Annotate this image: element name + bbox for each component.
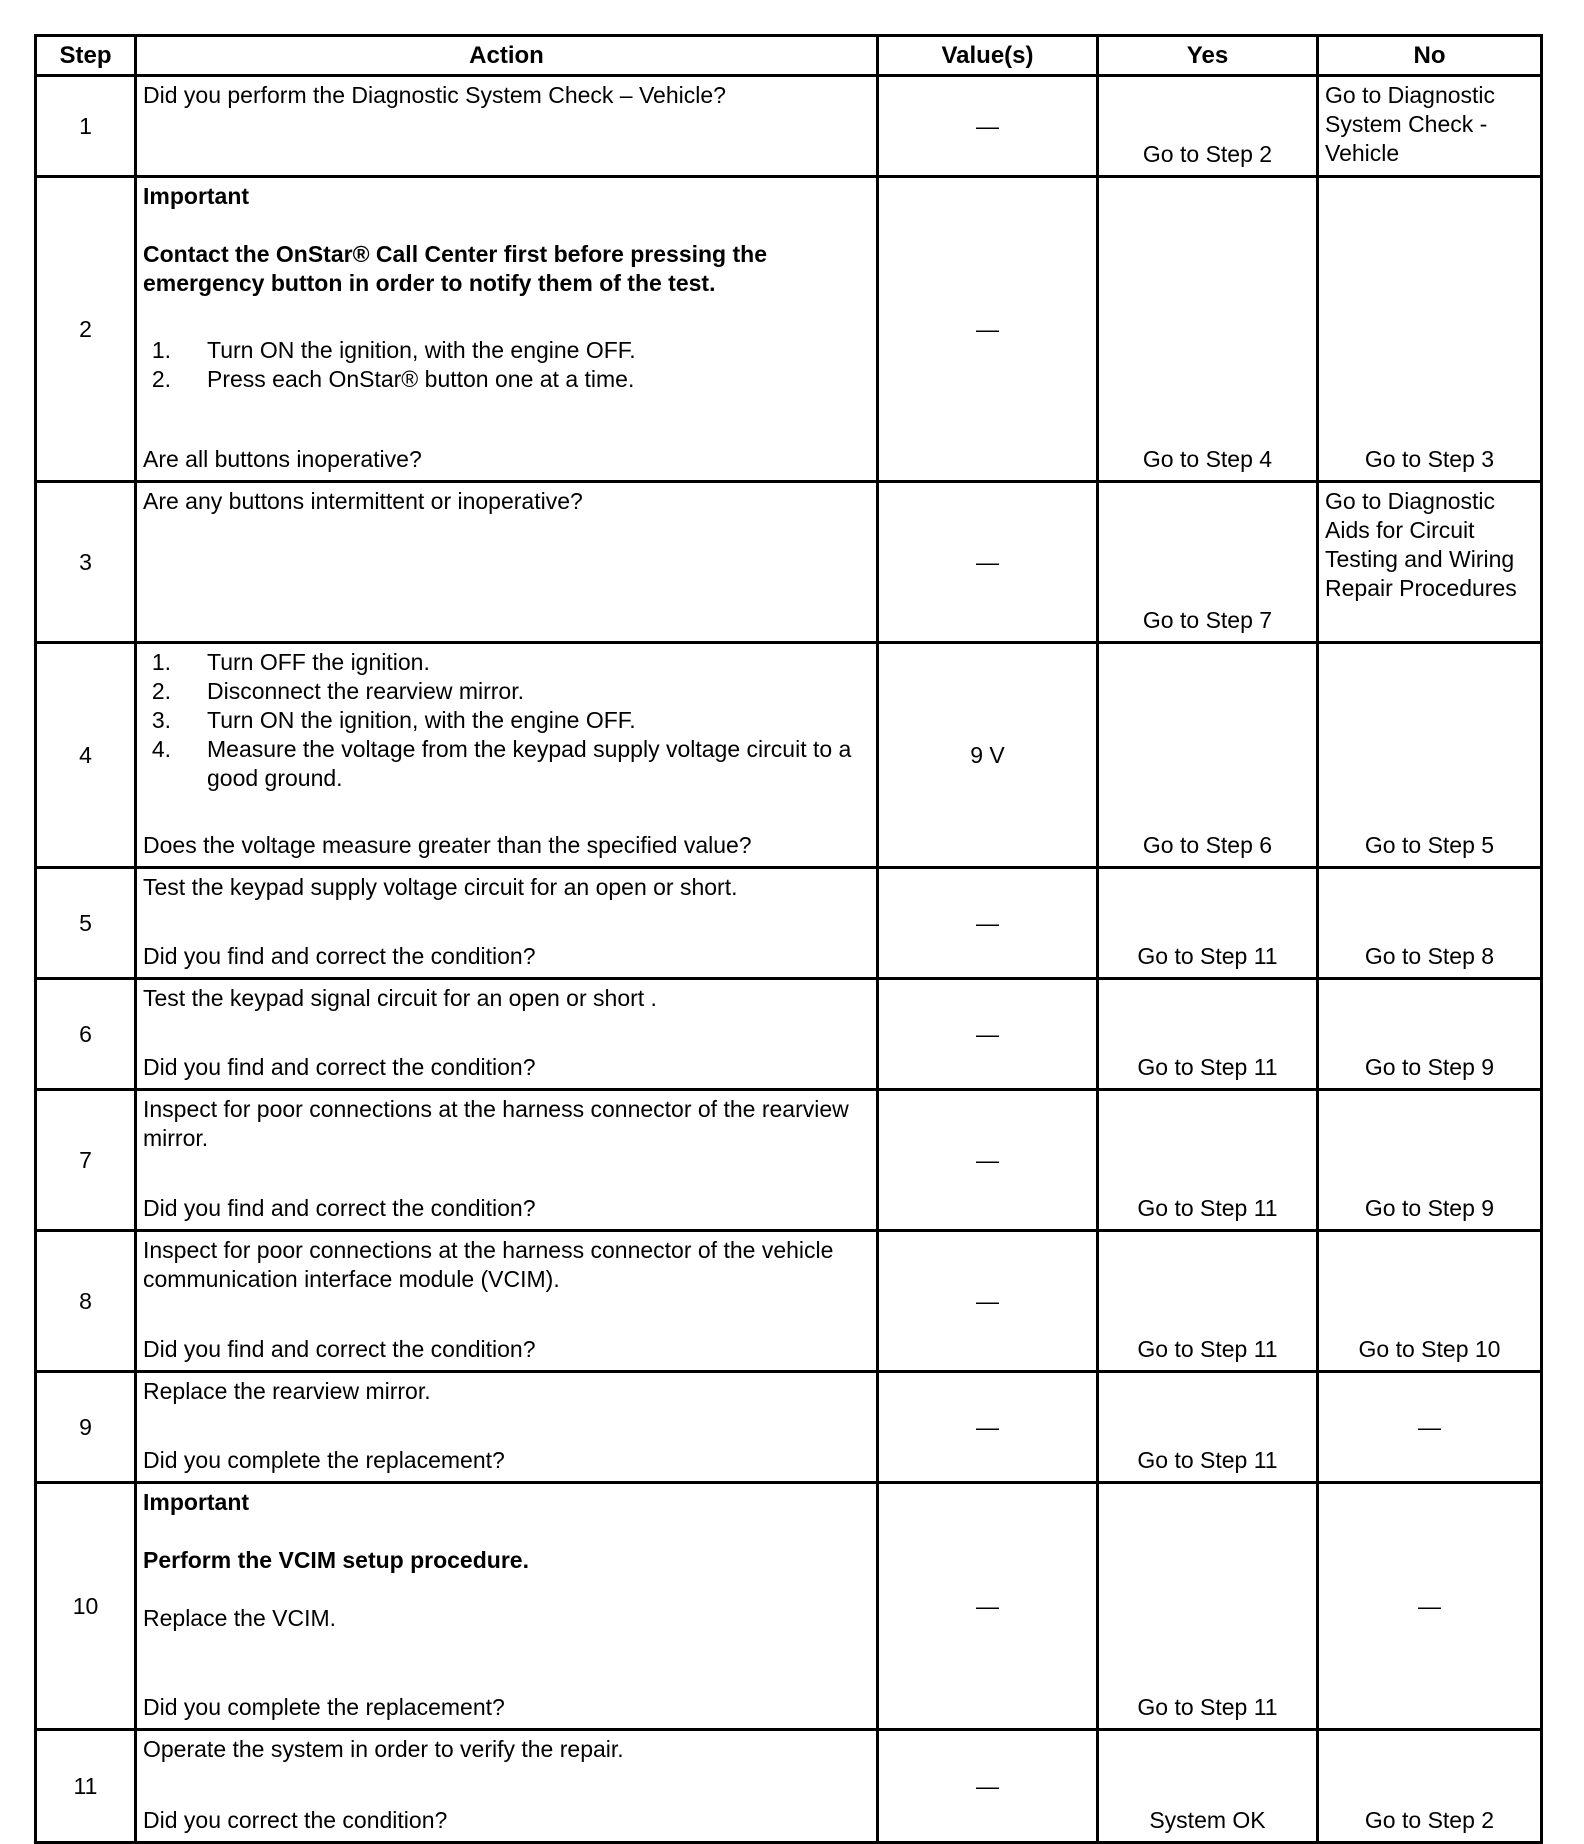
header-yes: Yes [1098, 36, 1318, 76]
yes-cell: Go to Step 7 [1098, 482, 1318, 643]
header-step: Step [36, 36, 136, 76]
no-cell: Go to Diagnostic Aids for Circuit Testing and Wiring Repair Procedures [1318, 482, 1542, 643]
header-values: Value(s) [878, 36, 1098, 76]
question-text: Did you correct the condition? [143, 1807, 448, 1833]
yes-cell: System OK [1098, 1730, 1318, 1843]
table-row [36, 643, 1542, 868]
step-number: 2 [36, 177, 136, 482]
table-row [36, 76, 1542, 177]
step-number: 9 [36, 1372, 136, 1483]
action-cell [136, 1090, 878, 1231]
table-row [36, 1090, 1542, 1231]
no-cell: Go to Step 5 [1318, 643, 1542, 868]
step-number: 1 [36, 76, 136, 177]
diagnostic-table [34, 34, 1543, 1844]
yes-cell: Go to Step 11 [1098, 1231, 1318, 1372]
list-item: 2. Disconnect the rearview mirror. [151, 678, 524, 704]
list-item: 1. Turn OFF the ignition. [151, 649, 430, 675]
instruction-text: Inspect for poor connections at the harness connector of the rearview mirror. [143, 1096, 849, 1151]
no-cell: Go to Step 9 [1318, 1090, 1542, 1231]
question-text: Did you find and correct the condition? [143, 1336, 536, 1362]
instruction-text: Replace the rearview mirror. [143, 1378, 431, 1404]
yes-cell: Go to Step 2 [1098, 76, 1318, 177]
no-cell: Go to Step 3 [1318, 177, 1542, 482]
action-cell [136, 979, 878, 1090]
step-number: 8 [36, 1231, 136, 1372]
step-number: 10 [36, 1483, 136, 1730]
yes-cell: Go to Step 11 [1098, 868, 1318, 979]
table-row [36, 482, 1542, 643]
instruction-text: Replace the VCIM. [143, 1605, 337, 1631]
yes-cell: Go to Step 11 [1098, 1372, 1318, 1483]
value-cell: — [878, 1231, 1098, 1372]
step-number: 4 [36, 643, 136, 868]
question-text: Did you complete the replacement? [143, 1694, 505, 1720]
action-text: Did you perform the Diagnostic System Check – Vehicle? [143, 82, 726, 108]
action-cell [136, 482, 878, 643]
action-cell [136, 643, 878, 868]
no-cell: Go to Step 2 [1318, 1730, 1542, 1843]
action-cell [136, 76, 878, 177]
value-cell: — [878, 482, 1098, 643]
yes-cell: Go to Step 11 [1098, 979, 1318, 1090]
question-text: Did you find and correct the condition? [143, 1195, 536, 1221]
action-cell [136, 1730, 878, 1843]
list-item: 3. Turn ON the ignition, with the engine OFF. [151, 707, 636, 733]
step-number: 6 [36, 979, 136, 1090]
header-no: No [1318, 36, 1542, 76]
no-cell: Go to Step 9 [1318, 979, 1542, 1090]
important-note: Contact the OnStar® Call Center first before pressing the emergency button in order to notify them of the test. [143, 241, 767, 296]
procedure-list [143, 648, 870, 793]
yes-cell: Go to Step 6 [1098, 643, 1318, 868]
table-row [36, 177, 1542, 482]
table-row [36, 1372, 1542, 1483]
question-text: Did you find and correct the condition? [143, 943, 536, 969]
header-action: Action [136, 36, 878, 76]
table-row [36, 1730, 1542, 1843]
yes-cell: Go to Step 4 [1098, 177, 1318, 482]
important-label: Important [143, 183, 250, 209]
question-text: Are all buttons inoperative? [143, 446, 422, 472]
question-text: Are any buttons intermittent or inoperative? [143, 488, 583, 514]
value-cell: — [878, 1730, 1098, 1843]
action-cell [136, 177, 878, 482]
table-row [36, 1231, 1542, 1372]
no-cell: — [1318, 1372, 1542, 1483]
step-number: 3 [36, 482, 136, 643]
header-row [36, 36, 1542, 76]
important-note: Perform the VCIM setup procedure. [143, 1547, 529, 1573]
yes-cell: Go to Step 11 [1098, 1090, 1318, 1231]
procedure-list [143, 336, 870, 394]
value-cell: — [878, 979, 1098, 1090]
important-label: Important [143, 1489, 250, 1515]
list-item: 1. Turn ON the ignition, with the engine OFF. [151, 337, 636, 363]
step-number: 11 [36, 1730, 136, 1843]
instruction-text: Test the keypad supply voltage circuit for an open or short. [143, 874, 738, 900]
value-cell: — [878, 1372, 1098, 1483]
value-cell: — [878, 1090, 1098, 1231]
action-cell [136, 1483, 878, 1730]
value-cell: — [878, 868, 1098, 979]
action-cell [136, 1231, 878, 1372]
no-cell: — [1318, 1483, 1542, 1730]
instruction-text: Test the keypad signal circuit for an open or short . [143, 985, 657, 1011]
list-item: 2. Press each OnStar® button one at a time. [151, 366, 635, 392]
question-text: Did you find and correct the condition? [143, 1054, 536, 1080]
instruction-text: Inspect for poor connections at the harness connector of the vehicle communication interface module (VCIM). [143, 1237, 834, 1292]
table-row [36, 979, 1542, 1090]
instruction-text: Operate the system in order to verify the repair. [143, 1736, 624, 1762]
action-cell [136, 1372, 878, 1483]
question-text: Does the voltage measure greater than the specified value? [143, 832, 752, 858]
value-cell: — [878, 1483, 1098, 1730]
table-row [36, 868, 1542, 979]
step-number: 5 [36, 868, 136, 979]
no-cell: Go to Step 10 [1318, 1231, 1542, 1372]
value-cell: 9 V [878, 643, 1098, 868]
no-cell: Go to Step 8 [1318, 868, 1542, 979]
value-cell: — [878, 177, 1098, 482]
no-cell: Go to Diagnostic System Check - Vehicle [1318, 76, 1542, 177]
action-cell [136, 868, 878, 979]
table-row [36, 1483, 1542, 1730]
list-item: 4. Measure the voltage from the keypad supply voltage circuit to a good ground. [151, 736, 852, 791]
step-number: 7 [36, 1090, 136, 1231]
question-text: Did you complete the replacement? [143, 1447, 505, 1473]
value-cell: — [878, 76, 1098, 177]
yes-cell: Go to Step 11 [1098, 1483, 1318, 1730]
